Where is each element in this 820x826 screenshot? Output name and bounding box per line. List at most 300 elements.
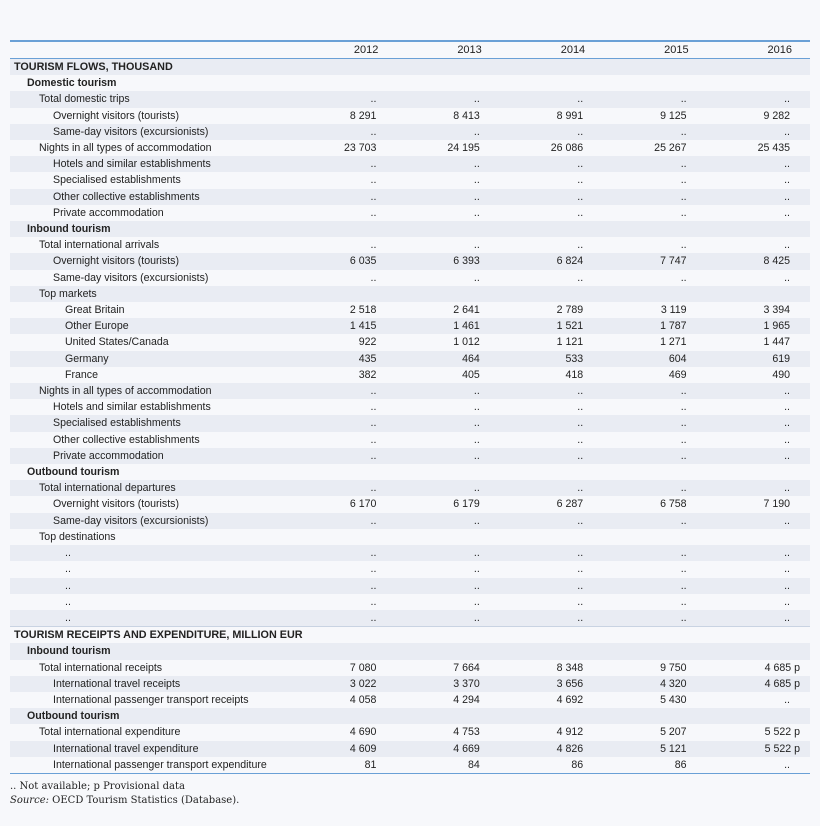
value-cell bbox=[500, 529, 603, 545]
row-label: Specialised establishments bbox=[53, 174, 181, 187]
table-row bbox=[10, 708, 810, 724]
value-cell: 1 121 bbox=[556, 336, 584, 349]
value-cell: 464 bbox=[396, 351, 499, 367]
value-cell: 24 195 bbox=[447, 142, 480, 155]
row-label: Outbound tourism bbox=[27, 466, 120, 479]
value-cell: .. bbox=[603, 383, 706, 399]
row-label: Overnight visitors (tourists) bbox=[53, 109, 179, 122]
value-cell: .. bbox=[577, 563, 584, 576]
value-cell: .. bbox=[707, 156, 810, 172]
value-cell: .. bbox=[293, 124, 396, 140]
value-cell: .. bbox=[500, 124, 603, 140]
table-row bbox=[10, 172, 810, 188]
value-cell: .. bbox=[370, 563, 377, 576]
value-cell bbox=[603, 464, 706, 480]
row-label: .. bbox=[10, 545, 293, 561]
value-cell: .. bbox=[680, 174, 687, 187]
value-cell bbox=[500, 59, 603, 76]
value-cell: 6 287 bbox=[556, 498, 584, 511]
table-row bbox=[10, 513, 810, 529]
value-cell: .. bbox=[577, 206, 584, 219]
value-cell bbox=[707, 59, 810, 76]
table-row bbox=[10, 302, 810, 318]
value-cell: .. bbox=[707, 513, 810, 529]
header-label-cell bbox=[10, 41, 293, 59]
value-cell: .. bbox=[293, 448, 396, 464]
value-cell bbox=[396, 643, 499, 659]
row-label: International travel expenditure bbox=[10, 741, 293, 757]
value-cell: 4 609 bbox=[293, 741, 396, 757]
value-cell: 9 750 bbox=[660, 661, 687, 674]
row-label: Nights in all types of accommodation bbox=[10, 383, 293, 399]
table-row bbox=[10, 529, 810, 545]
value-cell: .. bbox=[370, 595, 377, 608]
value-cell: .. bbox=[396, 189, 499, 205]
value-cell: .. bbox=[577, 239, 584, 252]
value-cell bbox=[293, 627, 396, 644]
value-cell: 8 291 bbox=[349, 109, 377, 122]
value-cell: .. bbox=[473, 206, 480, 219]
value-cell: 6 179 bbox=[453, 498, 480, 511]
value-cell: 86 bbox=[500, 757, 603, 774]
table-row bbox=[10, 676, 810, 692]
value-cell: 1 965 bbox=[707, 318, 810, 334]
value-cell: 604 bbox=[603, 351, 706, 367]
value-cell: 418 bbox=[565, 368, 584, 381]
value-cell: .. bbox=[603, 124, 706, 140]
value-cell: .. bbox=[370, 271, 377, 284]
value-cell: 1 787 bbox=[603, 318, 706, 334]
value-cell bbox=[396, 529, 499, 545]
value-cell: .. bbox=[603, 156, 706, 172]
table-row bbox=[10, 496, 810, 512]
value-cell: .. bbox=[500, 156, 603, 172]
value-cell: 6 824 bbox=[500, 253, 603, 269]
value-cell: 7 747 bbox=[603, 253, 706, 269]
value-cell bbox=[293, 464, 396, 480]
row-label: United States/Canada bbox=[65, 336, 169, 349]
value-cell: .. bbox=[707, 415, 810, 431]
value-cell: .. bbox=[603, 545, 706, 561]
value-cell bbox=[500, 221, 603, 237]
value-cell: 405 bbox=[462, 368, 480, 381]
value-cell: .. bbox=[396, 415, 499, 431]
table-row bbox=[10, 108, 810, 124]
value-cell: .. bbox=[396, 610, 499, 627]
value-cell bbox=[707, 627, 810, 644]
value-cell: .. bbox=[396, 545, 499, 561]
year-header: 2013 bbox=[396, 41, 499, 59]
value-cell: 533 bbox=[500, 351, 603, 367]
value-cell: .. bbox=[473, 239, 480, 252]
row-label: Top markets bbox=[10, 286, 293, 302]
row-label: Total international receipts bbox=[39, 661, 163, 674]
value-cell: .. bbox=[500, 480, 603, 496]
value-cell bbox=[500, 286, 603, 302]
table-row bbox=[10, 124, 810, 140]
value-cell: .. bbox=[784, 401, 790, 414]
value-cell bbox=[396, 75, 499, 91]
value-cell: 5 430 bbox=[660, 693, 687, 706]
value-cell: 2 518 bbox=[349, 304, 377, 317]
value-cell: 4 826 bbox=[500, 741, 603, 757]
value-cell bbox=[396, 627, 499, 644]
table-row bbox=[10, 351, 810, 367]
source-text: OECD Tourism Statistics (Database). bbox=[48, 795, 240, 806]
value-cell: 7 080 bbox=[349, 661, 377, 674]
source-note bbox=[10, 794, 239, 808]
value-cell: .. bbox=[707, 124, 810, 140]
table-row bbox=[10, 383, 810, 399]
table-row bbox=[10, 480, 810, 496]
value-cell: 4 692 bbox=[556, 693, 584, 706]
value-cell bbox=[603, 529, 706, 545]
value-cell: .. bbox=[707, 757, 810, 774]
table-row bbox=[10, 334, 810, 350]
value-cell: 1 447 bbox=[763, 336, 790, 349]
value-cell: 4 058 bbox=[349, 693, 377, 706]
value-cell: .. bbox=[680, 239, 687, 252]
row-label: Other Europe bbox=[10, 318, 293, 334]
value-cell: 8 348 bbox=[556, 661, 584, 674]
value-cell: 3 370 bbox=[396, 676, 499, 692]
value-cell: .. bbox=[680, 271, 687, 284]
value-cell: .. bbox=[603, 415, 706, 431]
tourism-statistics-table bbox=[10, 40, 810, 774]
value-cell: 25 435 bbox=[757, 142, 790, 155]
value-cell bbox=[603, 708, 706, 724]
value-cell bbox=[500, 464, 603, 480]
table-row bbox=[10, 399, 810, 415]
row-label: Nights in all types of accommodation bbox=[39, 142, 212, 155]
value-cell bbox=[707, 286, 810, 302]
value-cell: 4 690 bbox=[349, 726, 377, 739]
value-cell: .. bbox=[680, 401, 687, 414]
value-cell bbox=[396, 221, 499, 237]
value-cell: 25 267 bbox=[654, 142, 687, 155]
value-cell: 7 190 bbox=[763, 498, 790, 511]
value-cell: .. bbox=[603, 578, 706, 594]
value-cell: 9 282 bbox=[763, 109, 790, 122]
row-label: Inbound tourism bbox=[10, 643, 293, 659]
value-cell: .. bbox=[784, 174, 790, 187]
value-cell: 81 bbox=[293, 757, 396, 774]
table-body bbox=[10, 59, 810, 774]
value-cell bbox=[396, 286, 499, 302]
value-cell: .. bbox=[603, 610, 706, 627]
value-cell bbox=[707, 75, 810, 91]
value-cell: .. bbox=[293, 189, 396, 205]
value-cell: .. bbox=[707, 383, 810, 399]
value-cell: .. bbox=[473, 401, 480, 414]
value-cell bbox=[293, 529, 396, 545]
value-cell: 6 170 bbox=[349, 498, 377, 511]
value-cell bbox=[293, 643, 396, 659]
value-cell: 8 991 bbox=[556, 109, 584, 122]
value-cell: 26 086 bbox=[550, 142, 584, 155]
year-header: 2012 bbox=[293, 41, 396, 59]
value-cell: .. bbox=[577, 271, 584, 284]
value-cell: .. bbox=[707, 91, 810, 107]
row-label: International travel receipts bbox=[10, 676, 293, 692]
value-cell: .. bbox=[707, 578, 810, 594]
value-cell: .. bbox=[500, 448, 603, 464]
row-label: Germany bbox=[10, 351, 293, 367]
table-row bbox=[10, 561, 810, 577]
value-cell: 1 012 bbox=[453, 336, 480, 349]
value-cell: .. bbox=[396, 578, 499, 594]
value-cell: 2 641 bbox=[453, 304, 480, 317]
value-cell: .. bbox=[784, 271, 790, 284]
value-cell: .. bbox=[473, 595, 480, 608]
row-label: International passenger transport expenditure bbox=[10, 757, 293, 774]
value-cell: .. bbox=[577, 174, 584, 187]
table-row bbox=[10, 757, 810, 774]
value-cell: .. bbox=[370, 401, 377, 414]
value-cell: 6 393 bbox=[396, 253, 499, 269]
table-row bbox=[10, 318, 810, 334]
value-cell: .. bbox=[603, 448, 706, 464]
row-label: Same-day visitors (excursionists) bbox=[10, 124, 293, 140]
value-cell: 84 bbox=[396, 757, 499, 774]
row-label: TOURISM RECEIPTS AND EXPENDITURE, MILLION EUR bbox=[10, 627, 293, 644]
value-cell bbox=[500, 643, 603, 659]
year-header: 2014 bbox=[500, 41, 603, 59]
value-cell bbox=[293, 75, 396, 91]
value-cell bbox=[707, 221, 810, 237]
table-row bbox=[10, 578, 810, 594]
table-row bbox=[10, 91, 810, 107]
value-cell: .. bbox=[396, 513, 499, 529]
row-label: Same-day visitors (excursionists) bbox=[10, 513, 293, 529]
value-cell: 5 522 p bbox=[707, 741, 810, 757]
value-cell: 922 bbox=[358, 336, 377, 349]
value-cell: .. bbox=[370, 174, 377, 187]
value-cell: .. bbox=[293, 578, 396, 594]
value-cell bbox=[603, 627, 706, 644]
value-cell: 4 320 bbox=[603, 676, 706, 692]
value-cell: .. bbox=[293, 156, 396, 172]
value-cell: .. bbox=[396, 383, 499, 399]
value-cell bbox=[293, 708, 396, 724]
table-row bbox=[10, 221, 810, 237]
value-cell: 5 207 bbox=[660, 726, 687, 739]
value-cell: 3 394 bbox=[763, 304, 790, 317]
tourism-statistics-table-container bbox=[10, 40, 810, 774]
table-row bbox=[10, 464, 810, 480]
value-cell bbox=[396, 464, 499, 480]
row-label: Overnight visitors (tourists) bbox=[53, 498, 179, 511]
value-cell: .. bbox=[577, 433, 584, 446]
value-cell: .. bbox=[500, 545, 603, 561]
table-row bbox=[10, 156, 810, 172]
table-row bbox=[10, 286, 810, 302]
value-cell bbox=[396, 59, 499, 76]
value-cell: 4 753 bbox=[453, 726, 480, 739]
value-cell: 4 669 bbox=[396, 741, 499, 757]
value-cell bbox=[707, 464, 810, 480]
row-label: Domestic tourism bbox=[27, 77, 117, 90]
value-cell bbox=[500, 708, 603, 724]
legend-note: .. Not available; p Provisional data bbox=[10, 781, 185, 792]
row-label: Specialised establishments bbox=[10, 415, 293, 431]
table-row bbox=[10, 692, 810, 708]
row-label: Private accommodation bbox=[10, 448, 293, 464]
table-row bbox=[10, 610, 810, 627]
value-cell: 3 022 bbox=[293, 676, 396, 692]
value-cell: 4 294 bbox=[453, 693, 480, 706]
row-label: Total domestic trips bbox=[10, 91, 293, 107]
value-cell bbox=[603, 59, 706, 76]
row-label: Other collective establishments bbox=[10, 189, 293, 205]
row-label: Outbound tourism bbox=[10, 708, 293, 724]
value-cell: .. bbox=[500, 91, 603, 107]
value-cell: .. bbox=[473, 271, 480, 284]
value-cell: .. bbox=[784, 693, 790, 706]
value-cell bbox=[396, 708, 499, 724]
row-label: France bbox=[65, 368, 98, 381]
value-cell: 5 522 p bbox=[764, 726, 800, 739]
value-cell: 435 bbox=[293, 351, 396, 367]
table-row bbox=[10, 594, 810, 610]
value-cell: .. bbox=[370, 239, 377, 252]
value-cell bbox=[603, 221, 706, 237]
value-cell bbox=[707, 643, 810, 659]
value-cell: .. bbox=[603, 513, 706, 529]
value-cell: .. bbox=[680, 563, 687, 576]
value-cell: .. bbox=[603, 91, 706, 107]
value-cell: .. bbox=[500, 610, 603, 627]
row-label: TOURISM FLOWS, THOUSAND bbox=[10, 59, 293, 76]
value-cell: .. bbox=[396, 156, 499, 172]
row-label: .. bbox=[10, 610, 293, 627]
row-label: Hotels and similar establishments bbox=[10, 156, 293, 172]
value-cell: .. bbox=[707, 448, 810, 464]
value-cell: .. bbox=[500, 513, 603, 529]
value-cell: .. bbox=[396, 124, 499, 140]
value-cell: 3 656 bbox=[500, 676, 603, 692]
table-row bbox=[10, 660, 810, 676]
year-header: 2015 bbox=[603, 41, 706, 59]
value-cell: .. bbox=[293, 383, 396, 399]
value-cell: .. bbox=[577, 401, 584, 414]
table-header bbox=[10, 41, 810, 59]
value-cell: 7 664 bbox=[453, 661, 480, 674]
table-row bbox=[10, 140, 810, 156]
value-cell: .. bbox=[293, 91, 396, 107]
table-row bbox=[10, 627, 810, 644]
value-cell: .. bbox=[500, 415, 603, 431]
value-cell: .. bbox=[603, 189, 706, 205]
value-cell: 8 425 bbox=[707, 253, 810, 269]
value-cell: 4 685 p bbox=[707, 676, 810, 692]
value-cell: 469 bbox=[668, 368, 687, 381]
table-row bbox=[10, 367, 810, 383]
value-cell: .. bbox=[396, 91, 499, 107]
value-cell: 2 789 bbox=[556, 304, 584, 317]
table-row bbox=[10, 253, 810, 269]
table-row bbox=[10, 432, 810, 448]
value-cell: 86 bbox=[603, 757, 706, 774]
value-cell: .. bbox=[680, 433, 687, 446]
value-cell: .. bbox=[680, 206, 687, 219]
value-cell: 6 035 bbox=[293, 253, 396, 269]
value-cell: .. bbox=[707, 480, 810, 496]
value-cell: .. bbox=[500, 383, 603, 399]
row-label: Total international arrivals bbox=[39, 239, 160, 252]
value-cell: 6 758 bbox=[660, 498, 687, 511]
value-cell: .. bbox=[680, 595, 687, 608]
table-row bbox=[10, 270, 810, 286]
value-cell: .. bbox=[784, 433, 790, 446]
row-label: Top destinations bbox=[39, 530, 116, 543]
value-cell: .. bbox=[707, 189, 810, 205]
table-row bbox=[10, 724, 810, 740]
value-cell: .. bbox=[370, 206, 377, 219]
value-cell: 9 125 bbox=[660, 109, 687, 122]
year-header: 2016 bbox=[707, 41, 810, 59]
table-row bbox=[10, 545, 810, 561]
row-label: .. bbox=[65, 595, 71, 608]
value-cell: .. bbox=[473, 433, 480, 446]
value-cell bbox=[707, 708, 810, 724]
row-label: Overnight visitors (tourists) bbox=[10, 253, 293, 269]
value-cell: 1 521 bbox=[500, 318, 603, 334]
table-row bbox=[10, 59, 810, 76]
value-cell bbox=[293, 221, 396, 237]
row-label: Total international expenditure bbox=[39, 726, 181, 739]
value-cell: .. bbox=[784, 239, 790, 252]
value-cell: 382 bbox=[358, 368, 377, 381]
value-cell: .. bbox=[293, 415, 396, 431]
row-label: Same-day visitors (excursionists) bbox=[53, 271, 209, 284]
value-cell: 8 413 bbox=[453, 109, 480, 122]
value-cell: 5 121 bbox=[603, 741, 706, 757]
source-label: Source: bbox=[10, 795, 49, 806]
row-label: .. bbox=[65, 563, 71, 576]
table-row bbox=[10, 643, 810, 659]
value-cell: .. bbox=[473, 563, 480, 576]
value-cell: 490 bbox=[772, 368, 790, 381]
table-row bbox=[10, 448, 810, 464]
value-cell: .. bbox=[473, 174, 480, 187]
value-cell: .. bbox=[784, 595, 790, 608]
value-cell bbox=[707, 529, 810, 545]
value-cell: 4 685 p bbox=[764, 661, 800, 674]
row-label: Great Britain bbox=[65, 304, 125, 317]
value-cell: .. bbox=[370, 433, 377, 446]
value-cell: 23 703 bbox=[344, 142, 377, 155]
value-cell bbox=[293, 59, 396, 76]
value-cell: 619 bbox=[707, 351, 810, 367]
table-notes bbox=[10, 780, 239, 808]
value-cell: 3 119 bbox=[660, 304, 687, 317]
table-row bbox=[10, 741, 810, 757]
value-cell bbox=[603, 75, 706, 91]
value-cell: .. bbox=[707, 545, 810, 561]
row-label: Private accommodation bbox=[53, 206, 164, 219]
value-cell: .. bbox=[293, 545, 396, 561]
value-cell bbox=[603, 643, 706, 659]
value-cell: .. bbox=[396, 480, 499, 496]
value-cell: .. bbox=[603, 480, 706, 496]
value-cell: .. bbox=[784, 206, 790, 219]
value-cell bbox=[603, 286, 706, 302]
value-cell: 1 415 bbox=[293, 318, 396, 334]
value-cell bbox=[500, 627, 603, 644]
row-label: Inbound tourism bbox=[10, 221, 293, 237]
table-row bbox=[10, 205, 810, 221]
